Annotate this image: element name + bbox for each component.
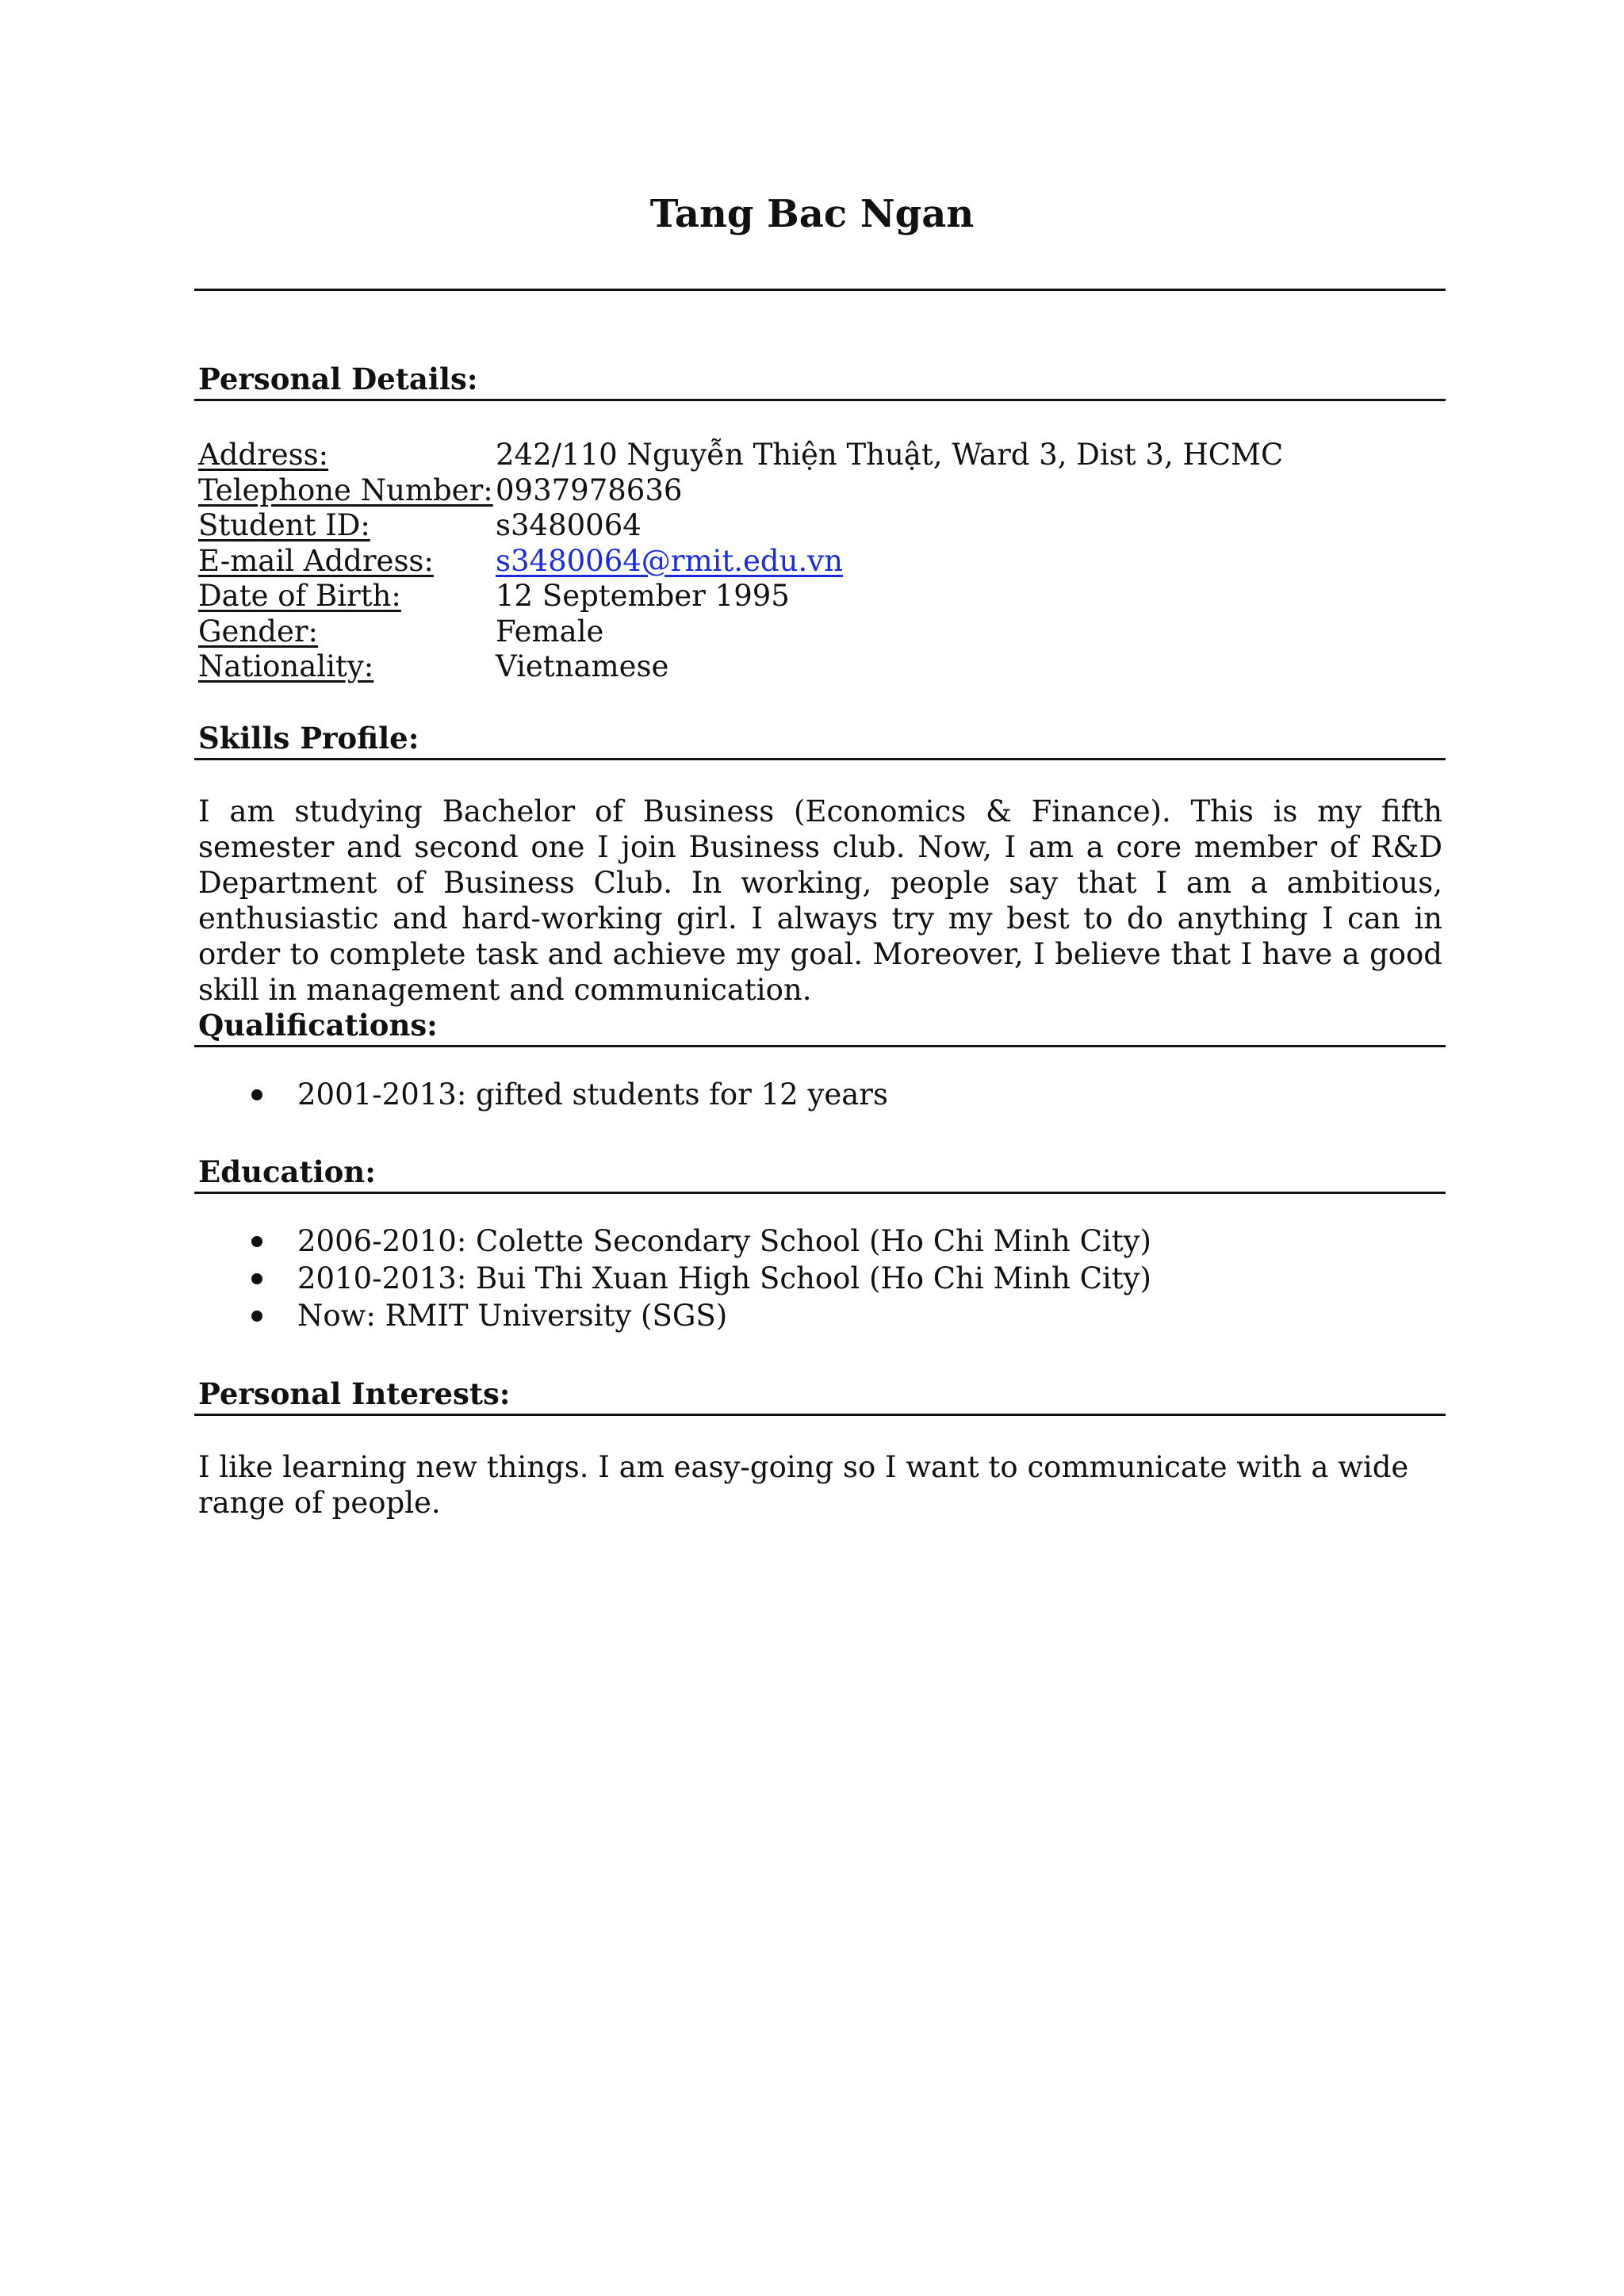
skills-profile-section bbox=[194, 720, 1446, 1008]
detail-value: s3480064 bbox=[496, 508, 642, 542]
skills-profile-heading: Skills Profile: bbox=[194, 720, 1446, 760]
detail-row-gender bbox=[198, 614, 1446, 650]
education-heading: Education: bbox=[194, 1154, 1446, 1194]
personal-details-table bbox=[194, 438, 1446, 685]
personal-interests-section bbox=[194, 1376, 1446, 1521]
education-list bbox=[194, 1223, 1446, 1334]
qualifications-section bbox=[194, 1007, 1446, 1113]
detail-label: Gender: bbox=[198, 614, 319, 649]
personal-interests-heading: Personal Interests: bbox=[194, 1376, 1446, 1416]
skills-profile-text: I am studying Bachelor of Business (Economics & Finance). This is my fifth semester and second one I join Business club. Now, I am a core member of R&D Department of Business Club. In working, people say that I am a ambitious, enthusiastic and hard-working girl. I always try my best to do anything I can in order to complete task and achieve my goal. Moreover, I believe that I have a good skill in management and communication. bbox=[198, 794, 1442, 1007]
detail-row-student-id bbox=[198, 508, 1446, 544]
detail-label: Student ID: bbox=[198, 508, 370, 542]
title-divider bbox=[194, 289, 1446, 291]
bullet-icon bbox=[251, 1311, 262, 1322]
detail-label: Telephone Number: bbox=[198, 473, 493, 507]
list-item bbox=[194, 1223, 1446, 1260]
email-link[interactable]: s3480064@rmit.edu.vn bbox=[496, 543, 843, 578]
detail-label: Address: bbox=[198, 438, 329, 472]
bullet-icon bbox=[251, 1236, 262, 1247]
detail-value: 242/110 Nguyễn Thiện Thuật, Ward 3, Dist 3, HCMC bbox=[496, 438, 1284, 472]
bullet-icon bbox=[251, 1273, 262, 1284]
detail-row-address bbox=[198, 438, 1446, 473]
list-item-text: 2006-2010: Colette Secondary School (Ho Chi Minh City) bbox=[297, 1224, 1151, 1258]
detail-value: 0937978636 bbox=[496, 473, 683, 507]
list-item bbox=[194, 1076, 1446, 1113]
detail-label: Date of Birth: bbox=[198, 579, 401, 613]
resume-name: Tang Bac Ngan bbox=[649, 192, 975, 236]
qualifications-list bbox=[194, 1076, 1446, 1113]
personal-details-section bbox=[194, 361, 1446, 685]
personal-interests-text: I like learning new things. I am easy-going so I want to communicate with a wide range of people. bbox=[198, 1450, 1409, 1520]
list-item bbox=[194, 1297, 1446, 1334]
detail-label: E-mail Address: bbox=[198, 543, 434, 578]
detail-row-nationality bbox=[198, 649, 1446, 685]
list-item-text: 2010-2013: Bui Thi Xuan High School (Ho Chi Minh City) bbox=[297, 1261, 1151, 1295]
list-item-text: Now: RMIT University (SGS) bbox=[297, 1299, 728, 1333]
qualifications-heading: Qualifications: bbox=[194, 1007, 1446, 1047]
detail-value: Female bbox=[496, 614, 604, 649]
bullet-icon bbox=[251, 1089, 262, 1100]
detail-label: Nationality: bbox=[198, 649, 374, 683]
detail-value: 12 September 1995 bbox=[496, 579, 790, 613]
detail-value: Vietnamese bbox=[496, 649, 669, 683]
personal-details-heading: Personal Details: bbox=[194, 361, 1446, 401]
list-item-text: 2001-2013: gifted students for 12 years bbox=[297, 1077, 888, 1112]
list-item bbox=[194, 1260, 1446, 1297]
detail-row-telephone bbox=[198, 473, 1446, 509]
education-section bbox=[194, 1154, 1446, 1334]
detail-row-date-of-birth bbox=[198, 579, 1446, 614]
detail-row-email bbox=[198, 544, 1446, 580]
